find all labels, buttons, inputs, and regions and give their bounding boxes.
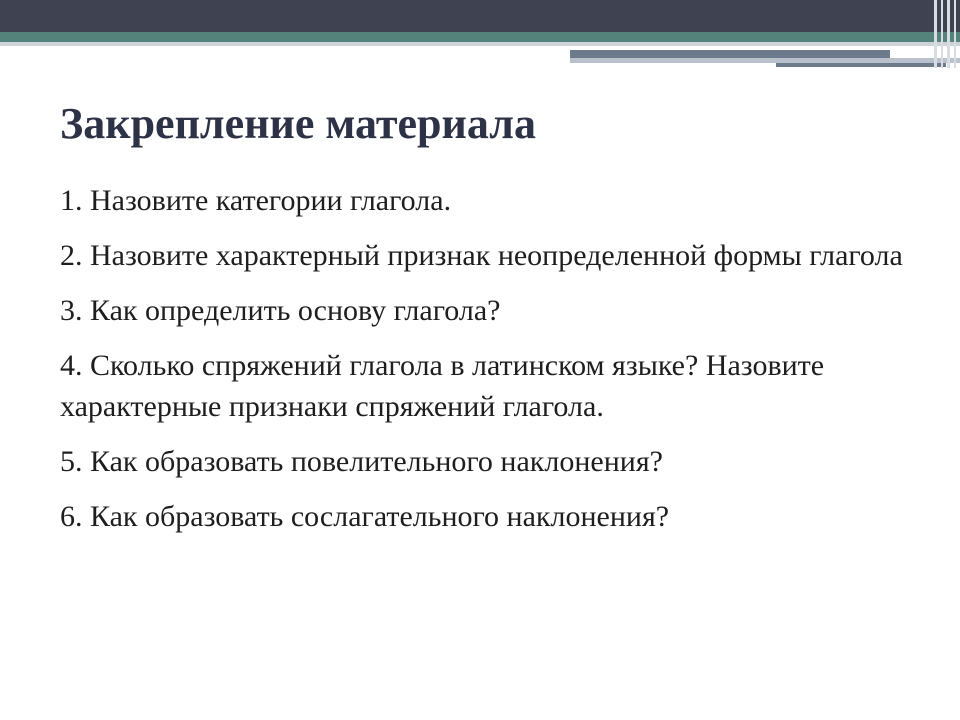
question-item-3: 3. Как определить основу глагола?	[60, 294, 501, 327]
question-item-6: 6. Как образовать сослагательного наклонения?	[60, 500, 670, 533]
header-band-light	[0, 42, 960, 46]
question-item-1: 1. Назовите категории глагола.	[60, 184, 452, 217]
question-item-5: 5. Как образовать повелительного наклонения?	[60, 445, 663, 478]
question-item-2: 2. Назовите характерный признак неопределенной формы глагола	[60, 239, 903, 272]
header-accent-bar	[570, 50, 890, 58]
header-vertical-lines	[930, 0, 960, 68]
header-band-dark	[0, 0, 960, 32]
question-item-4: 4. Сколько спряжений глагола в латинском языке? Назовите характерные признаки спряжений глагола.	[60, 349, 825, 423]
header-accent-bar-short	[776, 63, 946, 67]
question-list	[60, 180, 920, 551]
slide-title: Закрепление материала	[60, 99, 536, 148]
header-band-teal	[0, 32, 960, 42]
